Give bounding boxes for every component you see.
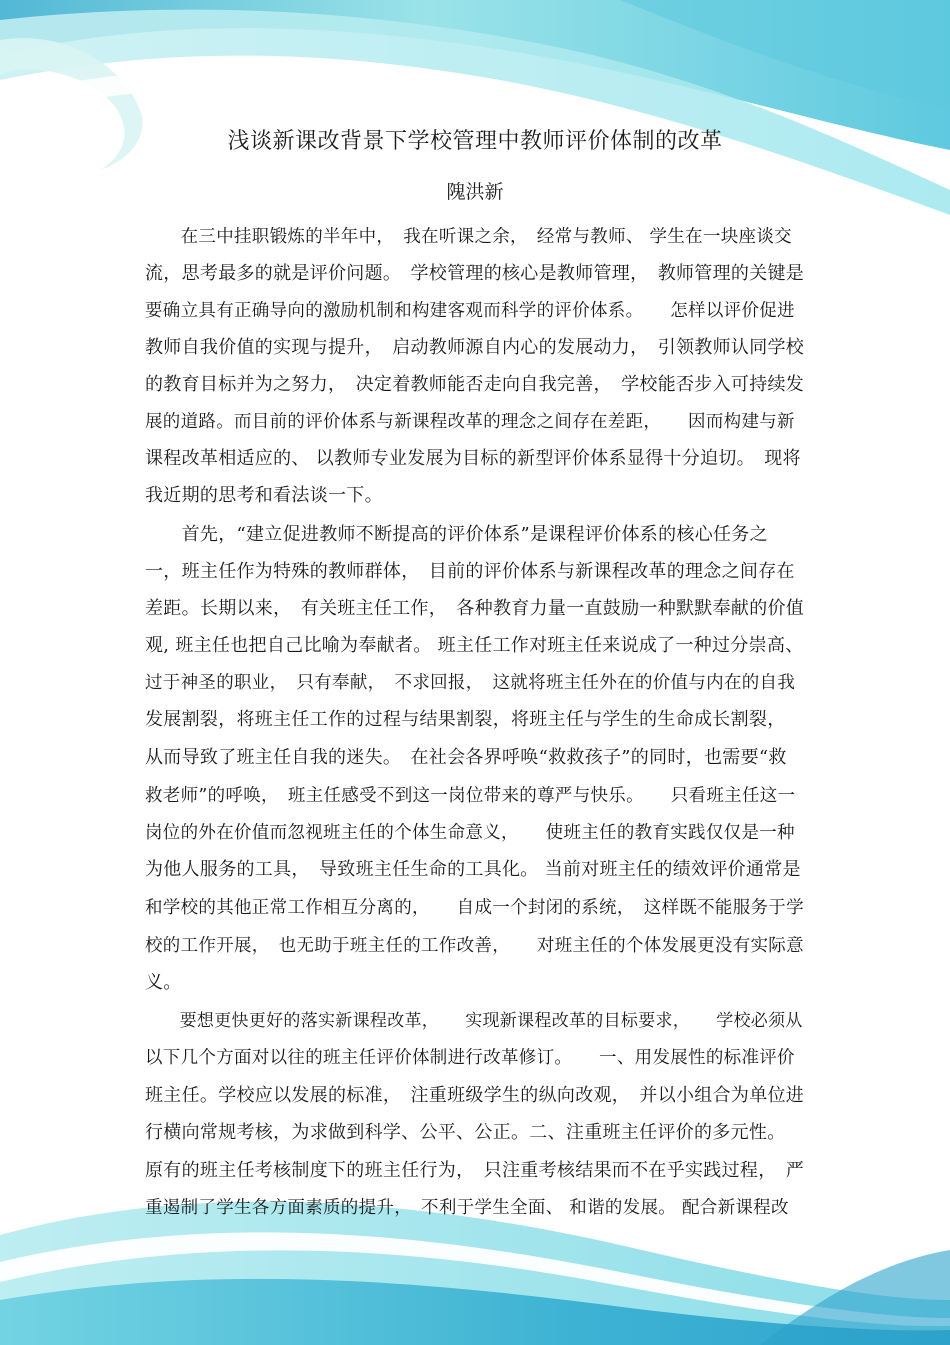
text-line: 要确立具有正确导向的激励机制和构建客观而科学的评价体系。 怎样以评价促进 — [145, 301, 795, 321]
text-line: 我近期的思考和看法谈一下。 — [145, 485, 383, 506]
text-line: 差距。长期以来， 有关班主任工作， 各种教育力量一直鼓励一种默默奉献的价值 — [145, 598, 805, 619]
text-line: 首先，“建立促进教师不断提高的评价体系”是课程评价体系的核心任务之 — [145, 524, 768, 545]
text-line: 发展割裂，将班主任工作的过程与结果割裂，将班主任与学生的生命成长割裂， — [145, 709, 786, 730]
text-line: 课程改革相适应的、 以教师专业发展为目标的新型评价体系显得十分迫切。 现将 — [145, 448, 801, 469]
text-line: 展的道路。而目前的评价体系与新课程改革的理念之间存在差距， 因而构建与新 — [145, 412, 795, 432]
text-line: 在三中挂职锻炼的半年中， 我在听课之余， 经常与教师、 学生在一块座谈交 — [145, 227, 792, 247]
text-line: 观, 班主任也把自己比喻为奉献者。 班主任工作对班主任来说成了一种过分崇高、 — [145, 635, 804, 656]
text-line: 校的工作开展， 也无助于班主任的工作改善， 对班主任的个体发展更没有实际意 — [145, 936, 804, 956]
text-line: 教师自我价值的实现与提升， 启动教师源自内心的发展动力， 引领教师认同学校 — [145, 337, 805, 358]
text-line: 流，思考最多的就是评价问题。 学校管理的核心是教师管理， 教师管理的关键是 — [145, 263, 805, 284]
text-line: 从而导致了班主任自我的迷失。 在社会各界呼唤“救救孩子”的同时，也需要“救 — [145, 747, 787, 768]
text-line: 以下几个方面对以往的班主任评价体制进行改革修订。 一、用发展性的标准评价 — [145, 1048, 795, 1068]
text-line: 过于神圣的职业， 只有奉献， 不求回报， 这就将班主任外在的价值与内在的自我 — [145, 673, 796, 693]
text-line: 要想更快更好的落实新课程改革， 实现新课程改革的目标要求， 学校必须从 — [145, 1011, 803, 1031]
text-line: 的教育目标并为之努力， 决定着教师能否走向自我完善， 学校能否步入可持续发 — [145, 374, 805, 395]
document-title: 浅谈新课改背景下学校管理中教师评价体制的改革 — [227, 129, 723, 154]
text-line: 原有的班主任考核制度下的班主任行为， 只注重考核结果而不在乎实践过程， 严 — [145, 1160, 805, 1181]
text-line: 义。 — [145, 972, 182, 993]
text-line: 为他人服务的工具， 导致班主任生命的工具化。 当前对班主任的绩效评价通常是 — [145, 859, 801, 880]
text-line: 行横向常规考核，为求做到科学、公平、公正。二、注重班主任评价的多元性。 — [145, 1122, 786, 1143]
text-line: 班主任。学校应以发展的标准， 注重班级学生的纵向改观， 并以小组合为单位进 — [145, 1085, 805, 1106]
text-line: 岗位的外在价值而忽视班主任的个体生命意义， 使班主任的教育实践仅仅是一种 — [145, 823, 795, 843]
text-line: 重遏制了学生各方面素质的提升， 不利于学生全面、 和谐的发展。 配合新课程改 — [145, 1198, 789, 1218]
text-line: 一，班主任作为特殊的教师群体， 目前的评价体系与新课程改革的理念之间存在 — [145, 561, 795, 582]
text-line: 和学校的其他正常工作相互分离的， 自成一个封闭的系统， 这样既不能服务于学 — [145, 898, 804, 918]
text-line: 救老师”的呼唤， 班主任感受不到这一岗位带来的尊严与快乐。 只看班主任这一 — [145, 786, 796, 806]
document-author: 隗洪新 — [446, 181, 504, 203]
